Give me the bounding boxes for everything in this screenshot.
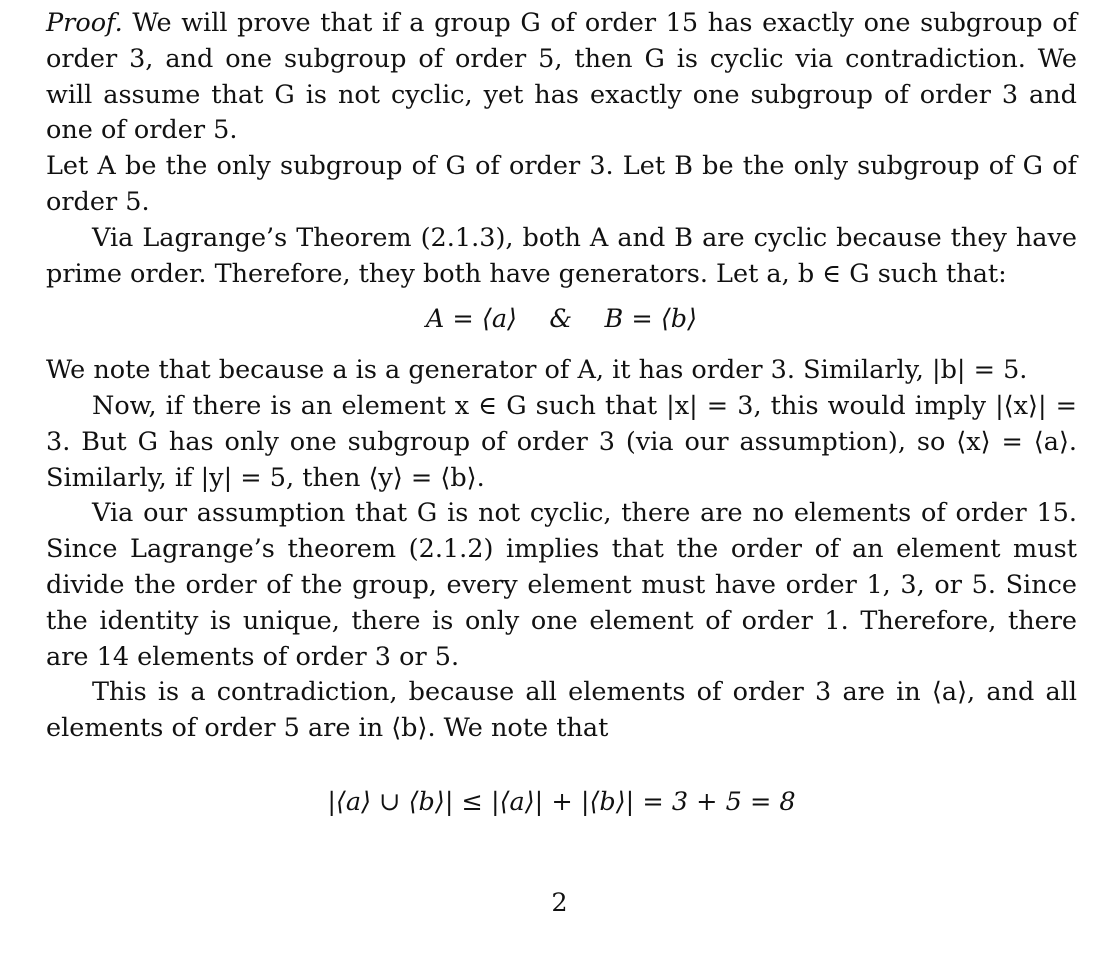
union-inequality-text: |⟨a⟩ ∪ ⟨b⟩| ≤ |⟨a⟩| + |⟨b⟩| = 3 + 5 = 8 bbox=[327, 786, 796, 817]
proof-intro-text: We will prove that if a group G of order 15 has exactly one subgroup of order 3, and one subgroup of order 5, then G is cyclic via contradiction. We will assume that G is not cyclic, yet has exactly one subgroup of order 3 and one of order 5. bbox=[46, 8, 1077, 146]
page-number: 2 bbox=[551, 888, 568, 918]
proof-intro-paragraph bbox=[46, 6, 1077, 149]
generator-equation bbox=[46, 302, 1077, 338]
order-note-paragraph: We note that because a is a generator of A, it has order 3. Similarly, |b| = 5. bbox=[46, 355, 1028, 386]
not-cyclic-paragraph: Via our assumption that G is not cyclic, there are no elements of order 15. Since Lagrange’s theorem (2.1.2) implies that the order of an element must divide the order of the group, every element must have order 1, 3, or 5. Since the identity is unique, there is only one element of order 1. Therefore, there are 14 elements of order 3 or 5. bbox=[46, 498, 1077, 672]
union-inequality bbox=[46, 785, 1077, 821]
contradiction-paragraph: This is a contradiction, because all elements of order 3 are in ⟨a⟩, and all elements of order 5 are in ⟨b⟩. We note that bbox=[46, 677, 1077, 744]
subgroup-definition-paragraph: Let A be the only subgroup of G of order 3. Let B be the only subgroup of G of order 5. bbox=[46, 151, 1077, 217]
proof-label: Proof. bbox=[46, 8, 123, 38]
element-order-paragraph: Now, if there is an element x ∈ G such that |x| = 3, this would imply |⟨x⟩| = 3. But G has only one subgroup of order 3 (via our assumption), so ⟨x⟩ = ⟨a⟩. Similarly, if |y| = 5, then ⟨y⟩ = ⟨b⟩. bbox=[46, 390, 1077, 493]
generator-equation-text: A = ⟨a⟩ & B = ⟨b⟩ bbox=[425, 304, 698, 335]
lagrange-paragraph: Via Lagrange’s Theorem (2.1.3), both A and B are cyclic because they have prime order. Therefore, they both have generators. Let a, b ∈ G such that: bbox=[46, 222, 1077, 289]
